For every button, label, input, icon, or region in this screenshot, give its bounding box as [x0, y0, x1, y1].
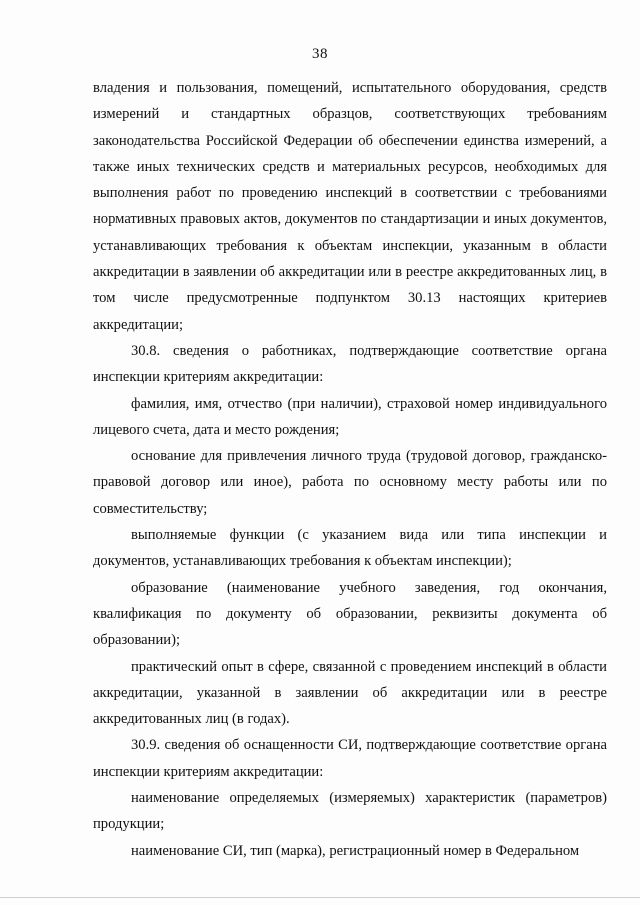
page-number: 38: [312, 46, 328, 62]
paragraph-functions: выполняемые функции (с указанием вида или типа инспекции и документов, устанавливающих требования к объектам инспекции);: [93, 527, 607, 570]
paragraph-characteristics: наименование определяемых (измеряемых) характеристик (параметров) продукции;: [93, 790, 607, 833]
paragraph-30-8: 30.8. сведения о работниках, подтверждающие соответствие органа инспекции критериям аккредитации:: [93, 342, 607, 386]
paragraph-instrument-name: наименование СИ, тип (марка), регистрационный номер в Федеральном: [131, 842, 580, 859]
paragraph-30-9: 30.9. сведения об оснащенности СИ, подтверждающие соответствие органа инспекции критериям аккредитации:: [93, 737, 607, 780]
paragraph-education: образование (наименование учебного заведения, год окончания, квалификация по документу об образовании, реквизиты документа об образовании);: [93, 579, 607, 649]
paragraph-employment-basis: основание для привлечения личного труда (трудовой договор, гражданско-правовой договор или иное), работа по основному месту работы или по совместительству;: [93, 448, 607, 517]
paragraph-continuation: владения и пользования, помещений, испытательного оборудования, средств измерений и стандартных образцов, соответствующих требованиям законодательства Российской Федерации об обеспечении единства измерений, а также иных технических средств и материальных ресурсов, необходимых для выполнения работ по проведению инспекций в соответствии с требованиями нормативных правовых актов, документов по стандартизации и иных документов, устанавливающих требования к объектам инспекции, указанным в области аккредитации в заявлении об аккредитации или в реестре аккредитованных лиц, в том числе предусмотренные подпунктом 30.13 настоящих критериев аккредитации;: [93, 80, 607, 333]
paragraph-personal-data: фамилия, имя, отчество (при наличии), страховой номер индивидуального лицевого счета, дата и место рождения;: [93, 395, 607, 438]
paragraph-experience: практический опыт в сфере, связанной с проведением инспекций в области аккредитации, указанной в заявлении об аккредитации или в реестре аккредитованных лиц (в годах).: [93, 658, 607, 728]
document-body: [93, 75, 607, 864]
page-bottom-edge: [0, 897, 640, 898]
